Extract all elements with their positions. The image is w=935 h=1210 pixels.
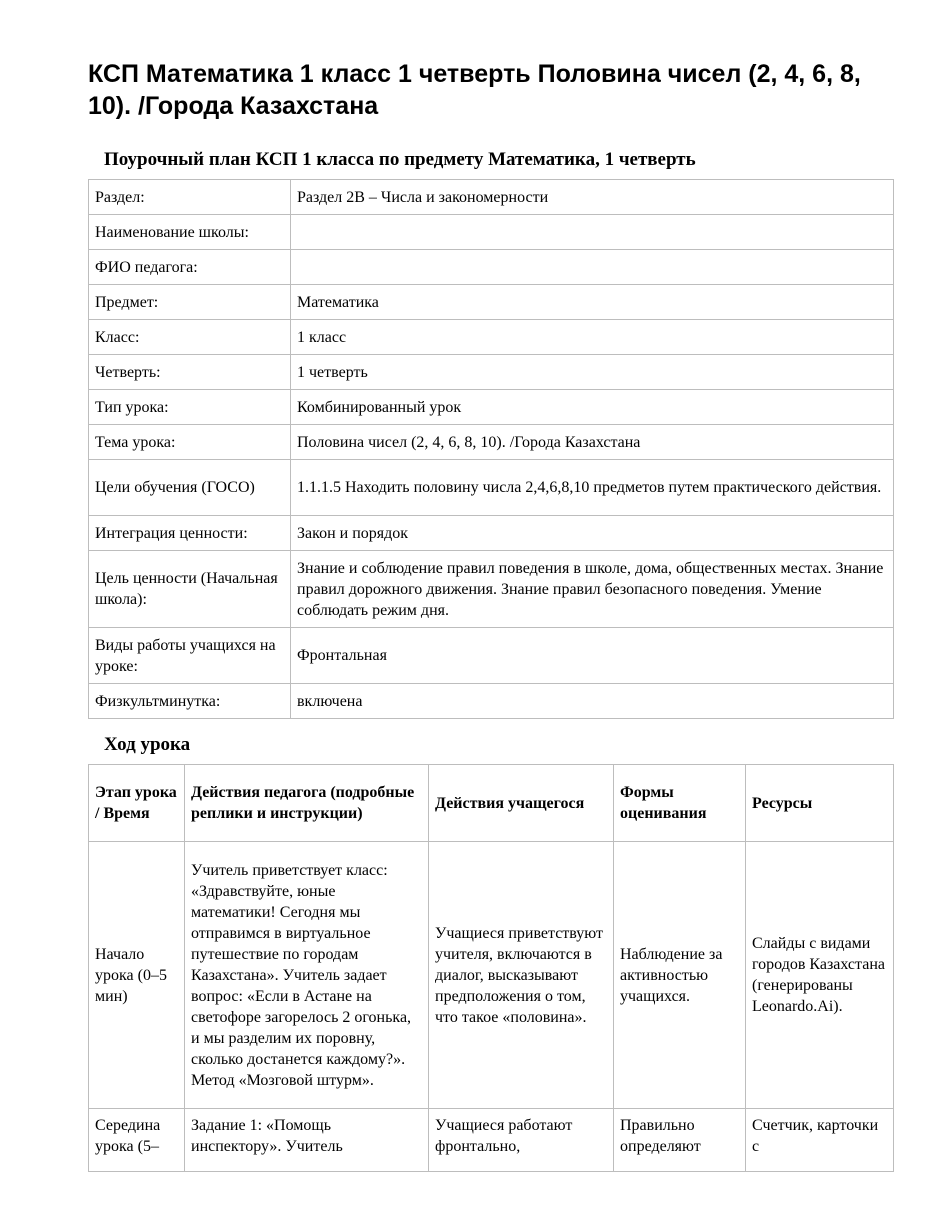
info-label: Виды работы учащихся на уроке: — [89, 628, 291, 684]
info-label: Физкультминутка: — [89, 684, 291, 719]
page-title: КСП Математика 1 класс 1 четверть Половина чисел (2, 4, 6, 8, 10). /Города Казахстана — [88, 60, 861, 120]
stage-cell: Начало урока (0–5 мин) — [89, 842, 185, 1109]
table-header-row — [89, 765, 894, 842]
info-label: Цель ценности (Начальная школа): — [89, 551, 291, 628]
table-row — [89, 215, 894, 250]
table-row — [89, 516, 894, 551]
header-student-actions: Действия учащегося — [429, 765, 614, 842]
student-cell — [429, 1109, 614, 1172]
lesson-info-table — [88, 179, 894, 719]
teacher-cell — [185, 1109, 429, 1172]
info-value: 1.1.1.5 Находить половину числа 2,4,6,8,10 предметов путем практического действия. — [291, 460, 894, 516]
info-value: включена — [291, 684, 894, 719]
info-value: 1 четверть — [291, 355, 894, 390]
stage-cell — [89, 1109, 185, 1172]
stage-text: Середина урока (5– — [95, 1117, 161, 1155]
header-stage: Этап урока / Время — [89, 765, 185, 842]
table-row — [89, 551, 894, 628]
info-value — [291, 250, 894, 285]
info-label: Предмет: — [89, 285, 291, 320]
resources-cell: Слайды с видами городов Казахстана (генерированы Leonardo.Ai). — [746, 842, 894, 1109]
info-value — [291, 215, 894, 250]
info-value: 1 класс — [291, 320, 894, 355]
info-label: ФИО педагога: — [89, 250, 291, 285]
info-label: Четверть: — [89, 355, 291, 390]
info-label: Цели обучения (ГОСО) — [89, 460, 291, 516]
table-row — [89, 460, 894, 516]
resources-cell — [746, 1109, 894, 1172]
info-label: Класс: — [89, 320, 291, 355]
info-value: Знание и соблюдение правил поведения в школе, дома, общественных местах. Знание правил дорожного движения. Знание правил безопасного поведения. Умение соблюдать режим дня. — [291, 551, 894, 628]
resources-text: Счетчик, карточки с — [752, 1117, 879, 1155]
info-label: Интеграция ценности: — [89, 516, 291, 551]
info-label: Раздел: — [89, 180, 291, 215]
info-value: Половина чисел (2, 4, 6, 8, 10). /Города Казахстана — [291, 425, 894, 460]
info-value: Комбинированный урок — [291, 390, 894, 425]
table-row — [89, 684, 894, 719]
table-row — [89, 285, 894, 320]
assessment-text: Правильно определяют — [620, 1117, 701, 1155]
table-row — [89, 320, 894, 355]
info-label: Наименование школы: — [89, 215, 291, 250]
lesson-flow-subtitle: Ход урока — [104, 734, 191, 755]
info-value: Математика — [291, 285, 894, 320]
lesson-flow-table — [88, 764, 894, 1172]
student-text: Учащиеся работают фронтально, — [435, 1117, 573, 1155]
table-row — [89, 842, 894, 1109]
table-row — [89, 1109, 894, 1172]
table-row — [89, 628, 894, 684]
table-row — [89, 355, 894, 390]
assessment-cell: Наблюдение за активностью учащихся. — [614, 842, 746, 1109]
info-value: Раздел 2В – Числа и закономерности — [291, 180, 894, 215]
info-value: Фронтальная — [291, 628, 894, 684]
table-row — [89, 180, 894, 215]
assessment-cell — [614, 1109, 746, 1172]
header-teacher-actions: Действия педагога (подробные реплики и инструкции) — [185, 765, 429, 842]
table-row — [89, 250, 894, 285]
table-row — [89, 390, 894, 425]
student-cell: Учащиеся приветствуют учителя, включаются в диалог, высказывают предположения о том, что такое «половина». — [429, 842, 614, 1109]
teacher-text: Задание 1: «Помощь инспектору». Учитель — [191, 1117, 343, 1155]
plan-subtitle: Поурочный план КСП 1 класса по предмету Математика, 1 четверть — [104, 149, 696, 170]
header-assessment: Формы оценивания — [614, 765, 746, 842]
header-resources: Ресурсы — [746, 765, 894, 842]
info-label: Тип урока: — [89, 390, 291, 425]
teacher-cell: Учитель приветствует класс: «Здравствуйте, юные математики! Сегодня мы отправимся в виртуальное путешествие по городам Казахстана». Учитель задает вопрос: «Если в Астане на светофоре загорелось 2 огонька, и мы разделим их поровну, сколько достанется каждому?». Метод «Мозговой штурм». — [185, 842, 429, 1109]
info-label: Тема урока: — [89, 425, 291, 460]
info-value: Закон и порядок — [291, 516, 894, 551]
table-row — [89, 425, 894, 460]
